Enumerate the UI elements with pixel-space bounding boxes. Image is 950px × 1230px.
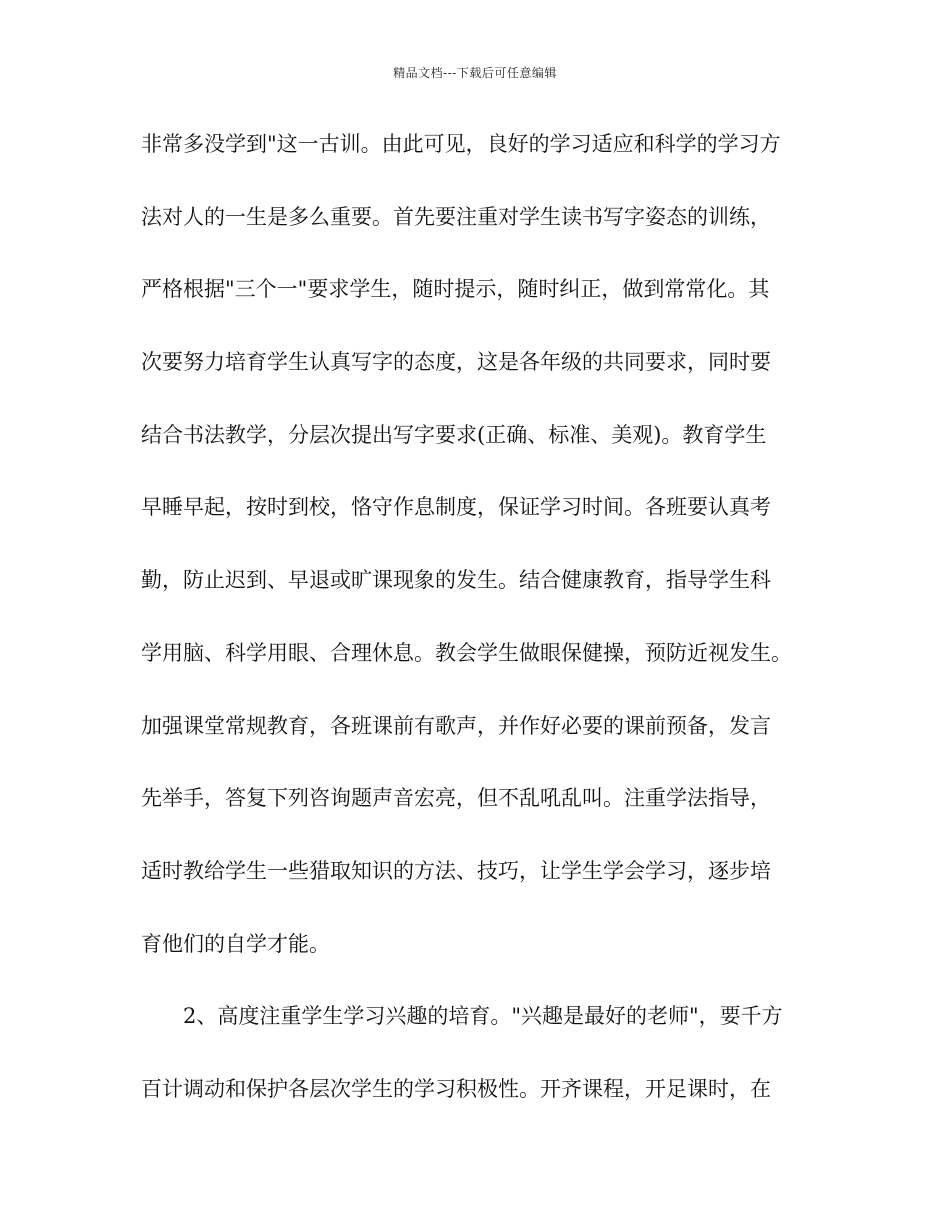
body-line-10: 先举手，答复下列咨询题声音宏亮，但不乱吼乱叫。注重学法指导， [141,786,771,811]
body-line-3: 严格根据"三个一"要求学生，随时提示，随时纠正，做到常常化。其 [141,277,770,302]
document-body [141,126,831,1144]
body-line-7: 勤，防止迟到、早退或旷课现象的发生。结合健康教育，指导学生科 [141,568,771,593]
body-line-1: 非常多没学到"这一古训。由此可见，良好的学习适应和科学的学习方 [141,132,781,156]
body-line-4: 次要努力培育学生认真写字的态度，这是各年级的共同要求，同时要 [141,350,771,375]
body-line-11: 适时教给学生一些猎取知识的方法、技巧，让学生学会学习，逐步培 [141,858,771,883]
body-line-6: 早睡早起，按时到校，恪守作息制度，保证学习时间。各班要认真考 [141,495,771,520]
body-line-14: 百计调动和保护各层次学生的学习积极性。开齐课程，开足课时，在 [141,1076,771,1101]
body-line-2: 法对人的一生是多么重要。首先要注重对学生读书写字姿态的训练， [141,204,771,229]
body-line-12: 育他们的自学才能。 [141,931,330,956]
body-line-5: 结合书法教学，分层次提出写字要求(正确、标准、美观)。教育学生 [141,422,767,447]
body-line-13: 2、高度注重学生学习兴趣的培育。"兴趣是最好的老师"，要千方 [183,1004,783,1029]
body-line-9: 加强课堂常规教育，各班课前有歌声，并作好必要的课前预备，发言 [141,713,771,738]
page-header: 精品文档---下载后可任意编辑 [393,66,557,80]
body-line-8: 学用脑、科学用眼、合理休息。教会学生做眼保健操，预防近视发生。 [141,640,792,665]
